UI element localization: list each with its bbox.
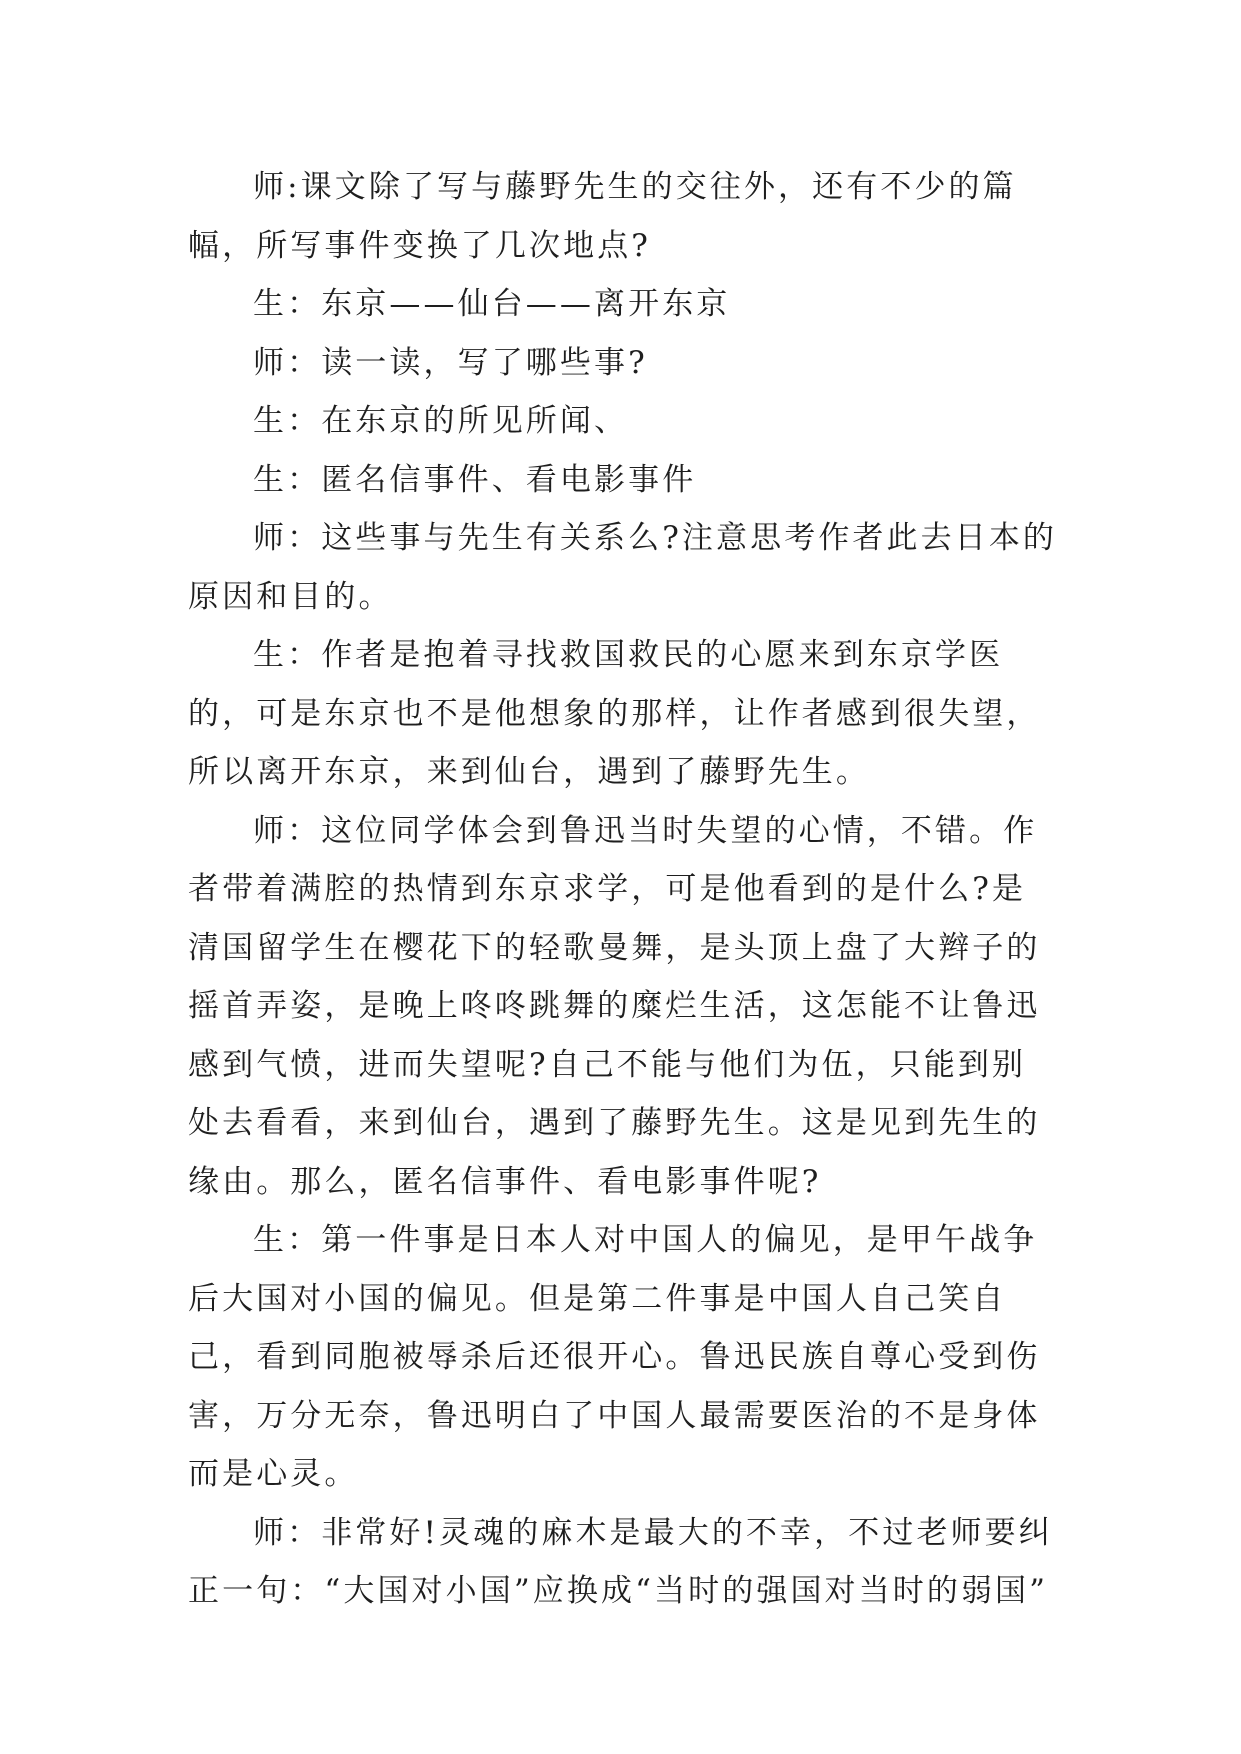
paragraph: 师：读一读，写了哪些事? — [253, 344, 648, 381]
paragraph: 师：非常好!灵魂的麻木是最大的不幸，不过老师要纠正一句：“大国对小国”应换成“当时的强国对当时的弱国” — [188, 1514, 1053, 1609]
paragraph: 生：作者是抱着寻找救国救民的心愿来到东京学医的，可是东京也不是他想象的那样，让作者感到很失望，所以离开东京，来到仙台，遇到了藤野先生。 — [188, 637, 1041, 790]
paragraph: 生：第一件事是日本人对中国人的偏见，是甲午战争后大国对小国的偏见。但是第二件事是中国人自己笑自己，看到同胞被辱杀后还很开心。鲁迅民族自尊心受到伤害，万分无奈，鲁迅明白了中国人最需要医治的不是身体而是心灵。 — [188, 1222, 1041, 1492]
paragraph: 生：匿名信事件、看电影事件 — [253, 461, 697, 498]
document-body — [188, 158, 1058, 1621]
paragraph: 师：这位同学体会到鲁迅当时失望的心情，不错。作者带着满腔的热情到东京求学，可是他看到的是什么?是清国留学生在樱花下的轻歌曼舞，是头顶上盘了大辫子的摇首弄姿，是晚上咚咚跳舞的糜烂生活，这怎能不让鲁迅感到气愤，进而失望呢?自己不能与他们为伍，只能到别处去看看，来到仙台，遇到了藤野先生。这是见到先生的缘由。那么，匿名信事件、看电影事件呢? — [188, 812, 1041, 1200]
paragraph: 生：东京——仙台——离开东京 — [253, 286, 731, 322]
paragraph: 师：这些事与先生有关系么?注意思考作者此去日本的原因和目的。 — [188, 520, 1058, 615]
paragraph: 师:课文除了写与藤野先生的交往外，还有不少的篇幅，所写事件变换了几次地点? — [188, 169, 1017, 264]
paragraph: 生：在东京的所见所闻、 — [253, 403, 629, 439]
